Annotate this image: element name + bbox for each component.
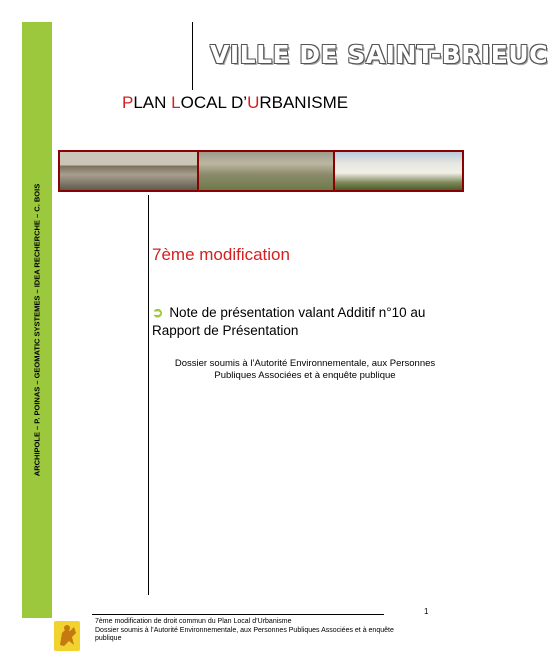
modification-title: 7ème modification xyxy=(152,245,290,264)
footer-line-2: Dossier soumis à l’Autorité Environnementale, aux Personnes Publiques Associées et à enquête publique xyxy=(95,626,394,643)
dossier-text: Dossier soumis à l’Autorité Environnementale, aux Personnes Publiques Associées et à enquête publique xyxy=(174,358,436,381)
arrow-icon: ➲ xyxy=(152,305,164,320)
plan-title-initial-p: P xyxy=(122,93,134,112)
plan-title-initial-l: L xyxy=(171,93,181,112)
plan-title-initial-u: U xyxy=(247,93,260,112)
side-credits: ARCHIPOLE – P. POINAS – GEOMATIC SYSTEMES – IDEA RECHERCHE – C. BOIS xyxy=(32,183,42,477)
footer-text xyxy=(95,618,415,644)
plan-title-part-1: LAN xyxy=(133,93,172,112)
photo-strip xyxy=(58,150,464,192)
housing-photo xyxy=(335,152,462,190)
plan-title xyxy=(122,93,348,113)
city-crest-icon xyxy=(52,619,82,653)
city-title: VILLE DE SAINT-BRIEUC xyxy=(210,40,548,69)
plan-title-part-2: OCAL D’ xyxy=(180,93,248,112)
plan-title-part-3: RBANISME xyxy=(259,93,349,112)
divider-main xyxy=(148,195,149,595)
divider-top xyxy=(192,22,193,90)
town-square-photo xyxy=(60,152,197,190)
aerial-city-photo xyxy=(199,152,332,190)
note-heading xyxy=(152,304,452,340)
footer-divider xyxy=(92,614,384,615)
page-number: 1 xyxy=(424,607,429,616)
note-text: Note de présentation valant Additif n°10 au Rapport de Présentation xyxy=(152,305,426,338)
footer-line-1: 7ème modification de droit commun du Plan Local d’Urbanisme xyxy=(95,618,292,625)
